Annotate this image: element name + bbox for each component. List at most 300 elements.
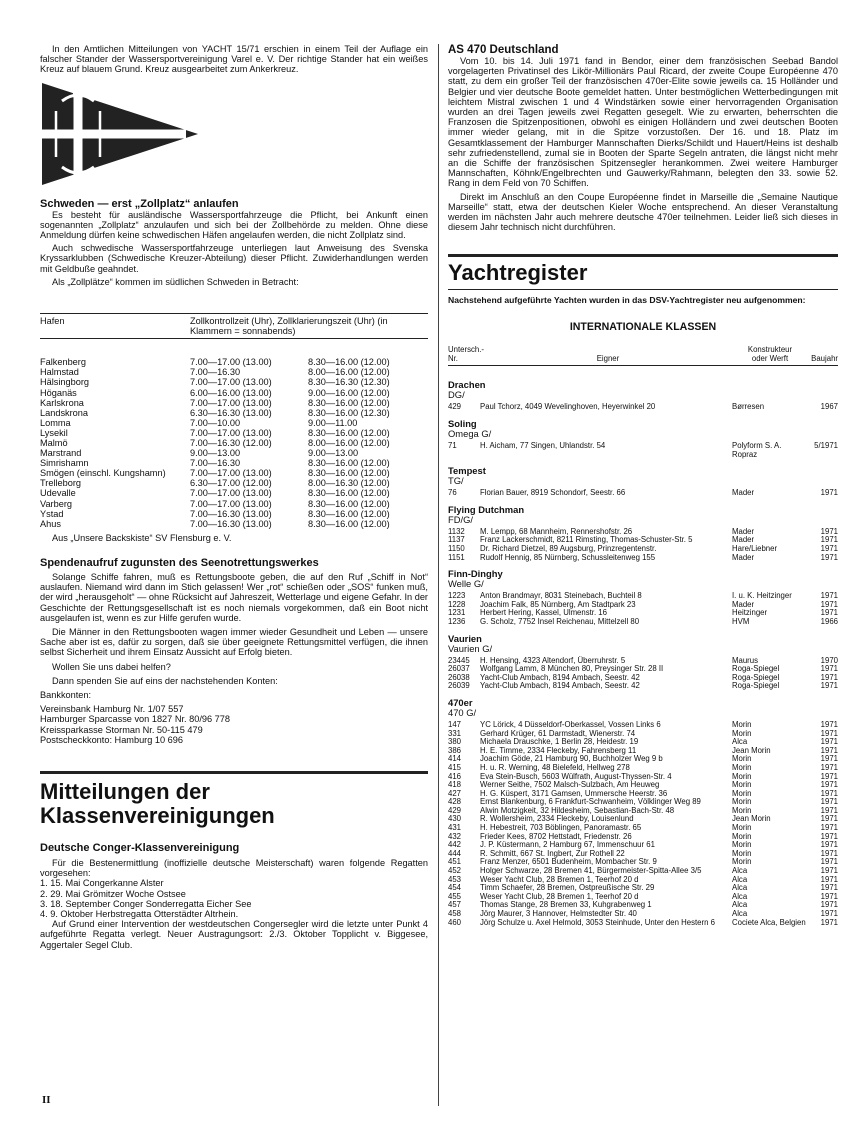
spenden-heading: Spendenaufruf zugunsten des Seenotrettungswerkes	[40, 557, 319, 570]
builder-cell: Morin	[732, 719, 752, 729]
year-cell: 1971	[820, 599, 838, 609]
table-row	[40, 458, 424, 468]
table-row	[40, 398, 424, 408]
hafen-cell: Halmstad	[40, 367, 79, 378]
spenden-paragraph-3: Wollen Sie uns dabei helfen?	[52, 661, 171, 672]
mitteilungen-title-line-2: Klassenvereinigungen	[40, 803, 275, 829]
table-row	[40, 428, 424, 438]
sail-number-cell: 432	[448, 831, 462, 841]
table-row	[448, 919, 838, 928]
sail-number-cell: 431	[448, 823, 462, 833]
builder-cell: Morin	[732, 831, 752, 841]
class-sail-sign: Welle G/	[448, 578, 484, 590]
zollkontrollzeit-cell: 7.00—17.00 (13.00)	[190, 468, 272, 479]
year-cell: 1971	[820, 840, 838, 850]
sail-number-cell: 454	[448, 883, 462, 893]
zollkontrollzeit-cell: 7.00—16.30 (12.00)	[190, 437, 272, 448]
builder-cell: Morin	[732, 762, 752, 772]
owner-cell: M. Lempp, 68 Mannheim, Rennershofstr. 26	[480, 526, 633, 536]
zollkontrollzeit-cell: 6.30—17.00 (12.00)	[190, 478, 272, 489]
table-row	[40, 519, 424, 529]
builder-cell: I. u. K. Heitzinger	[732, 591, 792, 601]
owner-cell: Franz Menzer, 6501 Budenheim, Mombacher Str. 9	[480, 857, 657, 867]
class-sail-sign: DG/	[448, 389, 465, 401]
table-row	[40, 478, 424, 488]
zollkontrollzeit-cell: 6.00—16.00 (13.00)	[190, 387, 272, 398]
year-cell: 1971	[820, 848, 838, 858]
sail-number-cell: 458	[448, 909, 462, 918]
year-cell: 5/1971	[814, 441, 838, 451]
class-name: Drachen	[448, 379, 486, 391]
zollkontrollzeit-cell: 7.00—17.00 (13.00)	[190, 498, 272, 509]
zollklarierungszeit-cell: 9.00—13.00	[308, 448, 359, 459]
year-cell: 1966	[820, 616, 838, 626]
register-table	[448, 403, 838, 412]
owner-cell: Wolfgang Lamm, 8 München 80, Preysinger Str. 28 II	[480, 664, 664, 674]
class-name: Soling	[448, 418, 477, 430]
builder-cell: Mader	[732, 552, 755, 562]
owner-cell: H. G. Küspert, 3171 Gamsen, Ummersche Heerstr. 36	[480, 788, 668, 798]
owner-cell: Timm Schaefer, 28 Bremen, Ostpreußische Str. 29	[480, 883, 655, 893]
owner-cell: Herbert Hering, Kassel, Ulmenstr. 16	[480, 608, 607, 618]
schweden-heading: Schweden — erst „Zollplatz“ anlaufen	[40, 197, 239, 210]
owner-cell: Gerhard Krüger, 61 Darmstadt, Wienerstr. 74	[480, 728, 636, 738]
spenden-paragraph-2: Die Männer in den Rettungsbooten wagen immer wieder Gesundheit und Leben — unsere Sache aber ist es, dafür zu sorgen, daß sie über geeignete Rettungsmittel verfügen, die ihnen selbst Sicherheit und ihrem Einsatz Aussicht auf Erfolg bieten.	[40, 627, 428, 658]
sail-number-cell: 457	[448, 900, 462, 910]
table-header-row	[40, 316, 424, 336]
zollklarierungszeit-cell: 8.00—16.30 (12.00)	[308, 478, 390, 489]
pennant-flag-image	[40, 81, 200, 187]
owner-cell: Yacht-Club Ambach, 8194 Ambach, Seestr. 42	[480, 672, 640, 682]
sail-number-cell: 414	[448, 754, 462, 764]
conger-heading: Deutsche Conger-Klassenvereinigung	[40, 842, 240, 855]
zollklarierungszeit-cell: 8.30—16.00 (12.00)	[308, 508, 390, 519]
table-row	[40, 388, 424, 398]
sail-number-cell: 428	[448, 797, 462, 807]
builder-cell: Morin	[732, 754, 752, 764]
sail-number-cell: 452	[448, 866, 462, 876]
owner-cell: R. Wollersheim, 2334 Fleckeby, Louisenlund	[480, 814, 634, 824]
sail-number-cell: 442	[448, 840, 462, 850]
builder-cell: Roga-Spiegel	[732, 681, 780, 691]
table-row	[40, 499, 424, 509]
builder-cell: Morin	[732, 797, 752, 807]
year-cell: 1971	[820, 900, 838, 910]
builder-cell: Roga-Spiegel	[732, 664, 780, 674]
builder-cell: Morin	[732, 848, 752, 858]
owner-cell: H. Hebestreit, 703 Böblingen, Panoramastr. 65	[480, 823, 642, 833]
regatta-list	[40, 878, 428, 919]
year-cell: 1970	[820, 655, 838, 665]
year-cell: 1971	[820, 909, 838, 918]
conger-paragraph-2: Auf Grund einer Intervention der westdeutschen Congersegler wird die letzte unter Punkt 4 aufgeführte Regatta verlegt. Neuer Austragungsort: 2./3. Oktober Topplicht v. Biggesee, Aggertaler Segel Club.	[40, 919, 428, 950]
owner-cell: R. Schmitt, 667 St. Ingbert, Zur Rothell 22	[480, 848, 625, 858]
owner-cell: Eva Stein-Busch, 5603 Wülfrath, August-Thyssen-Str. 4	[480, 771, 672, 781]
owner-cell: Werner Seithe, 7502 Malsch-Sulzbach, Am Heuweg	[480, 780, 660, 790]
owner-cell: H. u. R. Werning, 48 Bielefeld, Hellweg 278	[480, 762, 630, 772]
right-column	[448, 44, 838, 934]
sail-number-cell: 76	[448, 488, 457, 498]
zollkontrollzeit-cell: 7.00—17.00 (13.00)	[190, 357, 272, 368]
register-classes	[448, 380, 838, 927]
year-cell: 1971	[820, 762, 838, 772]
hafen-cell: Falkenberg	[40, 357, 86, 368]
register-class-block	[448, 419, 838, 459]
year-cell: 1971	[820, 526, 838, 536]
year-cell: 1971	[820, 754, 838, 764]
column-divider	[438, 44, 439, 1106]
hafen-cell: Malmö	[40, 437, 68, 448]
owner-cell: H. Hensing, 4323 Altendorf, Überruhrstr. 5	[480, 655, 626, 665]
year-cell: 1971	[820, 745, 838, 755]
table-row	[40, 408, 424, 418]
table-header-rule	[40, 338, 428, 339]
builder-cell: Mader	[732, 526, 755, 536]
register-table	[448, 528, 838, 562]
zollklarierungszeit-cell: 9.00—11.00	[308, 417, 358, 428]
register-table	[448, 592, 838, 626]
sail-number-cell: 71	[448, 441, 457, 451]
class-name: Flying Dutchman	[448, 503, 525, 515]
builder-cell: Mader	[732, 599, 755, 609]
owner-cell: H. Aicham, 77 Singen, Uhlandstr. 54	[480, 441, 606, 451]
zollklarierungszeit-cell: 9.00—16.00 (12.00)	[308, 387, 390, 398]
table-row	[448, 489, 838, 498]
builder-cell: Alca	[732, 891, 748, 901]
sail-number-cell: 444	[448, 848, 462, 858]
col-hafen-header: Hafen	[40, 316, 65, 327]
sail-number-cell: 429	[448, 402, 462, 412]
owner-cell: Rudolf Hennig, 85 Nürnberg, Schussleitenweg 155	[480, 552, 656, 562]
hafen-cell: Höganäs	[40, 387, 77, 398]
list-item: 3. 18. September Conger Sonderregatta Eicher See	[40, 898, 252, 909]
hafen-cell: Smögen (einschl. Kungshamn)	[40, 468, 166, 479]
hafen-cell: Ahus	[40, 518, 61, 529]
spenden-paragraph-4: Dann spenden Sie auf eins der nachstehenden Konten:	[52, 675, 278, 686]
table-row	[448, 554, 838, 563]
register-header	[448, 346, 838, 363]
builder-cell: Hare/Liebner	[732, 544, 778, 553]
konto-2: Hamburger Sparcasse von 1827 Nr. 80/96 778	[40, 714, 230, 725]
year-cell: 1967	[820, 402, 838, 412]
hafen-cell: Varberg	[40, 498, 73, 509]
sail-number-cell: 416	[448, 771, 462, 781]
builder-cell: Morin	[732, 840, 752, 850]
zollkontrollzeit-cell: 9.00—13.00	[190, 448, 241, 459]
col-konstrukteur-header: Konstrukteur oder Werft	[747, 345, 793, 363]
builder-cell: Cociete Alca, Belgien	[732, 917, 806, 927]
sail-number-cell: 1228	[448, 599, 466, 609]
register-table	[448, 721, 838, 927]
owner-cell: H. E. Timme, 2334 Fleckeby, Fahrensberg 11	[480, 745, 637, 755]
sail-number-cell: 380	[448, 737, 462, 747]
builder-cell: Morin	[732, 788, 752, 798]
year-cell: 1971	[820, 797, 838, 807]
zollkontrollzeit-cell: 7.00—16.30 (13.00)	[190, 508, 272, 519]
class-name: 470er	[448, 696, 473, 708]
owner-cell: Dr. Richard Dietzel, 89 Augsburg, Prinzregentenstr.	[480, 544, 657, 553]
class-name: Vaurien	[448, 632, 482, 644]
class-name: Finn-Dinghy	[448, 568, 503, 580]
konten-label: Bankkonten:	[40, 690, 92, 701]
sail-number-cell: 1151	[448, 552, 465, 562]
class-sail-sign: FD/G/	[448, 513, 473, 525]
konto-4: Postscheckkonto: Hamburg 10 696	[40, 734, 183, 745]
zollklarierungszeit-cell: 8.30—16.00 (12.00)	[308, 397, 390, 408]
owner-cell: J. P. Küstermann, 2 Hamburg 67, Immenschuur 61	[480, 840, 655, 850]
year-cell: 1971	[820, 917, 838, 927]
list-item: 2. 29. Mai Grömitzer Woche Ostsee	[40, 888, 186, 899]
sail-number-cell: 1231	[448, 608, 466, 618]
zollklarierungszeit-cell: 8.30—16.00 (12.30)	[308, 407, 390, 418]
page-number: II	[42, 1094, 51, 1106]
zollklarierungszeit-cell: 8.30—16.00 (12.00)	[308, 468, 390, 479]
builder-cell: Alca	[732, 900, 748, 910]
table-row	[40, 438, 424, 448]
owner-cell: Florian Bauer, 8919 Schondorf, Seestr. 66	[480, 488, 626, 498]
col-baujahr-header: Baujahr	[811, 353, 838, 363]
zollplatz-rows	[40, 357, 424, 529]
year-cell: 1971	[820, 814, 838, 824]
zollklarierungszeit-cell: 8.00—16.00 (12.00)	[308, 367, 390, 378]
class-sail-sign: Omega G/	[448, 428, 492, 440]
table-row	[448, 403, 838, 412]
register-class-block	[448, 634, 838, 691]
table-row	[40, 377, 424, 387]
table-row	[40, 488, 424, 498]
schweden-paragraph-3: Als „Zollplätze“ kommen im südlichen Schweden in Betracht:	[52, 276, 299, 287]
owner-cell: Joachim Falk, 85 Nürnberg, Am Stadtpark 23	[480, 599, 636, 609]
year-cell: 1971	[820, 681, 838, 691]
sail-number-cell: 1150	[448, 544, 465, 553]
class-sail-sign: Vaurien G/	[448, 642, 493, 654]
year-cell: 1971	[820, 608, 838, 618]
sail-number-cell: 386	[448, 745, 462, 755]
owner-cell: YC Lörick, 4 Düsseldorf-Oberkassel, Vossen Links 6	[480, 719, 661, 729]
sail-number-cell: 418	[448, 780, 462, 790]
mitteilungen-title-line-1: Mitteilungen der	[40, 779, 210, 805]
sail-number-cell: 1223	[448, 591, 466, 601]
class-sail-sign: TG/	[448, 475, 464, 487]
hafen-cell: Marstrand	[40, 448, 82, 459]
owner-cell: Thomas Stange, 28 Bremen 33, Kuhgrabenweg 1	[480, 900, 652, 910]
owner-cell: Franz Lackerschmidt, 8211 Rimsting, Thomas-Schuster-Str. 5	[480, 535, 693, 545]
year-cell: 1971	[820, 544, 838, 553]
table-row	[40, 367, 424, 377]
schweden-paragraph-2: Auch schwedische Wassersportfahrzeuge unterliegen laut Anweisung des Svenska Kryssarklubben (Schwedische Kreuzer-Abteilung) dieser Pflicht. Zuwiderhandlungen werden mit Geldbuße geahndet.	[40, 243, 428, 274]
year-cell: 1971	[820, 664, 838, 674]
table-row	[40, 357, 424, 367]
class-name: Tempest	[448, 465, 486, 477]
sail-number-cell: 1236	[448, 616, 466, 626]
builder-cell: Alca	[732, 737, 748, 747]
register-class-block	[448, 569, 838, 626]
owner-cell: Frieder Kees, 8702 Hettstadt, Friedenstr. 26	[480, 831, 632, 841]
year-cell: 1971	[820, 788, 838, 798]
table-row	[448, 618, 838, 627]
builder-cell: Roga-Spiegel	[732, 672, 780, 682]
list-item: 4. 9. Oktober Herbstregatta Otterstädter Altrhein.	[40, 909, 239, 920]
year-cell: 1971	[820, 805, 838, 815]
hafen-cell: Lysekil	[40, 427, 68, 438]
builder-cell: Børresen	[732, 402, 765, 412]
register-title: Yachtregister	[448, 260, 588, 286]
register-table	[448, 657, 838, 691]
year-cell: 1971	[820, 857, 838, 867]
register-class-block	[448, 466, 838, 498]
hafen-cell: Lomma	[40, 417, 71, 428]
sail-number-cell: 427	[448, 788, 462, 798]
table-row	[40, 418, 424, 428]
owner-cell: Ernst Blankenburg, 6 Frankfurt-Schwanheim, Völklinger Weg 89	[480, 797, 701, 807]
year-cell: 1971	[820, 737, 838, 747]
zollkontrollzeit-cell: 7.00—16.30 (13.00)	[190, 518, 272, 529]
zollklarierungszeit-cell: 8.30—16.00 (12.00)	[308, 488, 390, 499]
sail-number-cell: 26037	[448, 664, 470, 674]
owner-cell: Anton Brandmayr, 8031 Steinebach, Buchteil 8	[480, 591, 642, 601]
year-cell: 1971	[820, 771, 838, 781]
konto-1: Vereinsbank Hamburg Nr. 1/07 557	[40, 704, 184, 715]
owner-cell: Joachim Göde, 21 Hamburg 90, Buchholzer Weg 9 b	[480, 754, 663, 764]
year-cell: 1971	[820, 883, 838, 893]
konto-3: Kreissparkasse Storman Nr. 50-115 479	[40, 724, 203, 735]
table-row	[448, 442, 838, 459]
owner-cell: Michaela Drauschke, 1 Berlin 28, Heidestr. 19	[480, 737, 639, 747]
builder-cell: Alca	[732, 883, 748, 893]
builder-cell: Heitzinger	[732, 608, 768, 618]
zollklarierungszeit-cell: 8.30—16.00 (12.00)	[308, 357, 390, 368]
stander-correction-text: In den Amtlichen Mitteilungen von YACHT 15/71 erschien in einem Teil der Auflage ein falscher Stander der Wassersportvereinigung Varel e. V. Der richtige Stander hat ein weißes Kreuz auf blauem Grund. Kreuz ausgearbeitet zum Ankerkreuz.	[40, 44, 428, 75]
hafen-cell: Karlskrona	[40, 397, 84, 408]
class-sail-sign: 470 G/	[448, 706, 477, 718]
schweden-paragraph-1: Es besteht für ausländische Wassersportfahrzeuge die Pflicht, bei Ankunft einen sogenannten „Zollplatz“ anzulaufen und sich bei der Zollbehörde zu melden. Ohne diese Anmeldung dürfen keine schwedischen Häfen angelaufen werden, die nicht Zollplatz sind.	[40, 209, 428, 241]
zollplatz-table	[40, 316, 424, 336]
zollkontrollzeit-cell: 7.00—17.00 (13.00)	[190, 377, 272, 388]
sail-number-cell: 453	[448, 874, 462, 884]
as470-paragraph-2: Direkt im Anschluß an den Coupe Européenne findet in Marseille die „Semaine Nautique Marseille“ statt, etwa der deutschen Kieler Woche entsprechend. An dieser Veranstaltung werden im nächsten Jahr auch mehrere deutsche 470er teilnehmen. Leider ließ sich dieses in diesem Jahr technisch nicht durchführen.	[448, 191, 838, 233]
year-cell: 1971	[820, 672, 838, 682]
owner-cell: Yacht-Club Ambach, 8194 Ambach, Seestr. 42	[480, 681, 640, 691]
year-cell: 1971	[820, 488, 838, 498]
list-item: 1. 15. Mai Congerkanne Alster	[40, 878, 164, 889]
builder-cell: Alca	[732, 909, 748, 918]
zollkontrollzeit-cell: 7.00—17.00 (13.00)	[190, 397, 272, 408]
builder-cell: Polyform S. A. Ropraz	[732, 441, 782, 459]
builder-cell: Mader	[732, 535, 755, 545]
zollklarierungszeit-cell: 8.30—16.30 (12.30)	[308, 377, 390, 388]
owner-cell: Weser Yacht Club, 28 Bremen 1, Teerhof 20 d	[480, 891, 639, 901]
owner-cell: Holger Schwarze, 28 Bremen 41, Bürgermeister-Spitta-Allee 3/5	[480, 866, 702, 876]
conger-paragraph-1: Für die Bestenermittlung (inoffizielle deutsche Meisterschaft) waren folgende Regatten vorgesehen:	[40, 858, 428, 879]
sail-number-cell: 1137	[448, 535, 465, 545]
left-column	[40, 44, 428, 950]
hafen-cell: Simrishamn	[40, 458, 89, 469]
year-cell: 1971	[820, 780, 838, 790]
hafen-cell: Ystad	[40, 508, 64, 519]
builder-cell: Jean Morin	[732, 814, 771, 824]
table-row	[40, 509, 424, 519]
zollklarierungszeit-cell: 8.30—16.00 (12.00)	[308, 498, 390, 509]
register-subtitle: INTERNATIONALE KLASSEN	[569, 321, 717, 334]
zollkontrollzeit-cell: 7.00—10.00	[190, 417, 241, 428]
builder-cell: HVM	[732, 616, 750, 626]
year-cell: 1971	[820, 535, 838, 545]
sail-number-cell: 331	[448, 728, 462, 738]
table-top-rule	[40, 313, 428, 314]
owner-cell: Jörg Maurer, 3 Hannover, Helmstedter Str. 40	[480, 909, 637, 918]
sail-number-cell: 451	[448, 857, 462, 867]
sail-number-cell: 415	[448, 762, 462, 772]
year-cell: 1971	[820, 719, 838, 729]
builder-cell: Morin	[732, 771, 752, 781]
col-nr-header: Untersch.- Nr.	[448, 345, 484, 363]
zollklarierungszeit-cell: 8.00—16.00 (12.00)	[308, 437, 390, 448]
owner-cell: G. Scholz, 7752 Insel Reichenau, Mittelzell 80	[480, 616, 640, 626]
sail-number-cell: 26039	[448, 681, 470, 691]
builder-cell: Morin	[732, 823, 752, 833]
zollkontrollzeit-cell: 7.00—17.00 (13.00)	[190, 427, 272, 438]
hafen-cell: Landskrona	[40, 407, 89, 418]
hafen-cell: Udevalle	[40, 488, 76, 499]
zollklarierungszeit-cell: 8.30—16.00 (12.00)	[308, 427, 390, 438]
builder-cell: Alca	[732, 866, 748, 876]
sail-number-cell: 455	[448, 891, 462, 901]
col-zeit-header: Zollkontrollzeit (Uhr), Zollklarierungszeit (Uhr) (in Klammern = sonnabends)	[190, 316, 388, 337]
sail-number-cell: 23445	[448, 655, 470, 665]
zollkontrollzeit-cell: 6.30—16.30 (13.00)	[190, 407, 272, 418]
table-row	[40, 448, 424, 458]
table-row	[448, 682, 838, 691]
sail-number-cell: 26038	[448, 672, 470, 682]
register-class-block	[448, 380, 838, 412]
spenden-paragraph-1: Solange Schiffe fahren, muß es Rettungsboote geben, die auf den Ruf „Schiff in Not“ auslaufen. Niemand wird dann im Stich gelassen! Wer „rot“ schießen oder „SOS“ funken muß, der wird „herausgeholt“ — ohne Rücksicht auf Jahreszeit, Wetterlage und eigene Gefahr. In der Geschichte der Rettungsgesellschaft ist es noch niemals vorgekommen, daß ein Boot nicht ausgelaufen ist, wenn es zur Hilfe gerufen wurde.	[40, 572, 428, 623]
zollklarierungszeit-cell: 8.30—16.00 (12.00)	[308, 518, 390, 529]
builder-cell: Maurus	[732, 655, 758, 665]
year-cell: 1971	[820, 591, 838, 601]
as470-heading: AS 470 Deutschland	[448, 44, 559, 56]
owner-cell: Alwin Motzigkeit, 32 Hildesheim, Sebastian-Bach-Str. 48	[480, 805, 675, 815]
register-table	[448, 489, 838, 498]
year-cell: 1971	[820, 866, 838, 876]
builder-cell: Morin	[732, 780, 752, 790]
year-cell: 1971	[820, 831, 838, 841]
year-cell: 1971	[820, 891, 838, 901]
hafen-cell: Trelleborg	[40, 478, 82, 489]
col-eigner-header: Eigner	[596, 353, 620, 363]
owner-cell: Weser Yacht Club, 28 Bremen 1, Teerhof 20 d	[480, 874, 639, 884]
zollkontrollzeit-cell: 7.00—16.30	[190, 367, 241, 378]
register-table	[448, 442, 838, 459]
register-class-block	[448, 698, 838, 927]
sail-number-cell: 147	[448, 719, 462, 729]
builder-cell: Morin	[732, 805, 752, 815]
as470-paragraph-1: Vom 10. bis 14. Juli 1971 fand in Bendor, einer dem französischen Seebad Bandol vorgelagerten Privatinsel des Likör-Millionärs Paul Ricard, der zweite Coupe Européenne 470 statt, zu dem ein großer Teil der französischen 470er-Elite sowie jeweils ca. 15 Holländer und Belgier und vier deutsche Boote gemeldet hatten. Unter bestmöglichen Wetterbedingungen mit leichtem Mistral zwischen 1 und 4 Windstärken sowie einer hervorragenden Organisation wurden an drei Tagen jeweils zwei Regatten gesegelt. Wie zu erwarten, beherrschten die Franzosen die Spitzenpositionen, obwohl es einigen Holländern und zwei deutschen Booten immer wieder gelang, mit in die Spitze vorzustoßen. Der 16. und 18. Platz im Gesamtklassement der Hamburger Mannschaften Dierks/Schildt und Hauert/Heins ist deshalb sehr zufriedenstellend, zumal sie in Booten der Sparte Segeln antraten, die längst nicht mehr an die Schiffe der französischen Spitzensegler herankommen. Zwei weitere Hamburger Mannschaften, Köhnk/Engelbrechten und Gauwerky/Rahmann, belegten den 33. sowie 52. Rang in dem Feld von 70 Schiffen.	[448, 56, 838, 189]
builder-cell: Mader	[732, 488, 755, 498]
builder-cell: Alca	[732, 874, 748, 884]
builder-cell: Morin	[732, 728, 752, 738]
zollkontrollzeit-cell: 7.00—16.30	[190, 458, 241, 469]
sail-number-cell: 1132	[448, 526, 465, 536]
sail-number-cell: 429	[448, 805, 462, 815]
table-row	[40, 468, 424, 478]
sail-number-cell: 460	[448, 917, 462, 927]
owner-cell: Jörg Schulze u. Axel Helmold, 3053 Steinhude, Unter den Hestern 6	[480, 917, 715, 927]
year-cell: 1971	[820, 552, 838, 562]
owner-cell: Paul Tchorz, 4049 Wevelinghoven, Heyerwinkel 20	[480, 402, 656, 412]
builder-cell: Jean Morin	[732, 745, 771, 755]
year-cell: 1971	[820, 728, 838, 738]
sail-number-cell: 430	[448, 814, 462, 824]
